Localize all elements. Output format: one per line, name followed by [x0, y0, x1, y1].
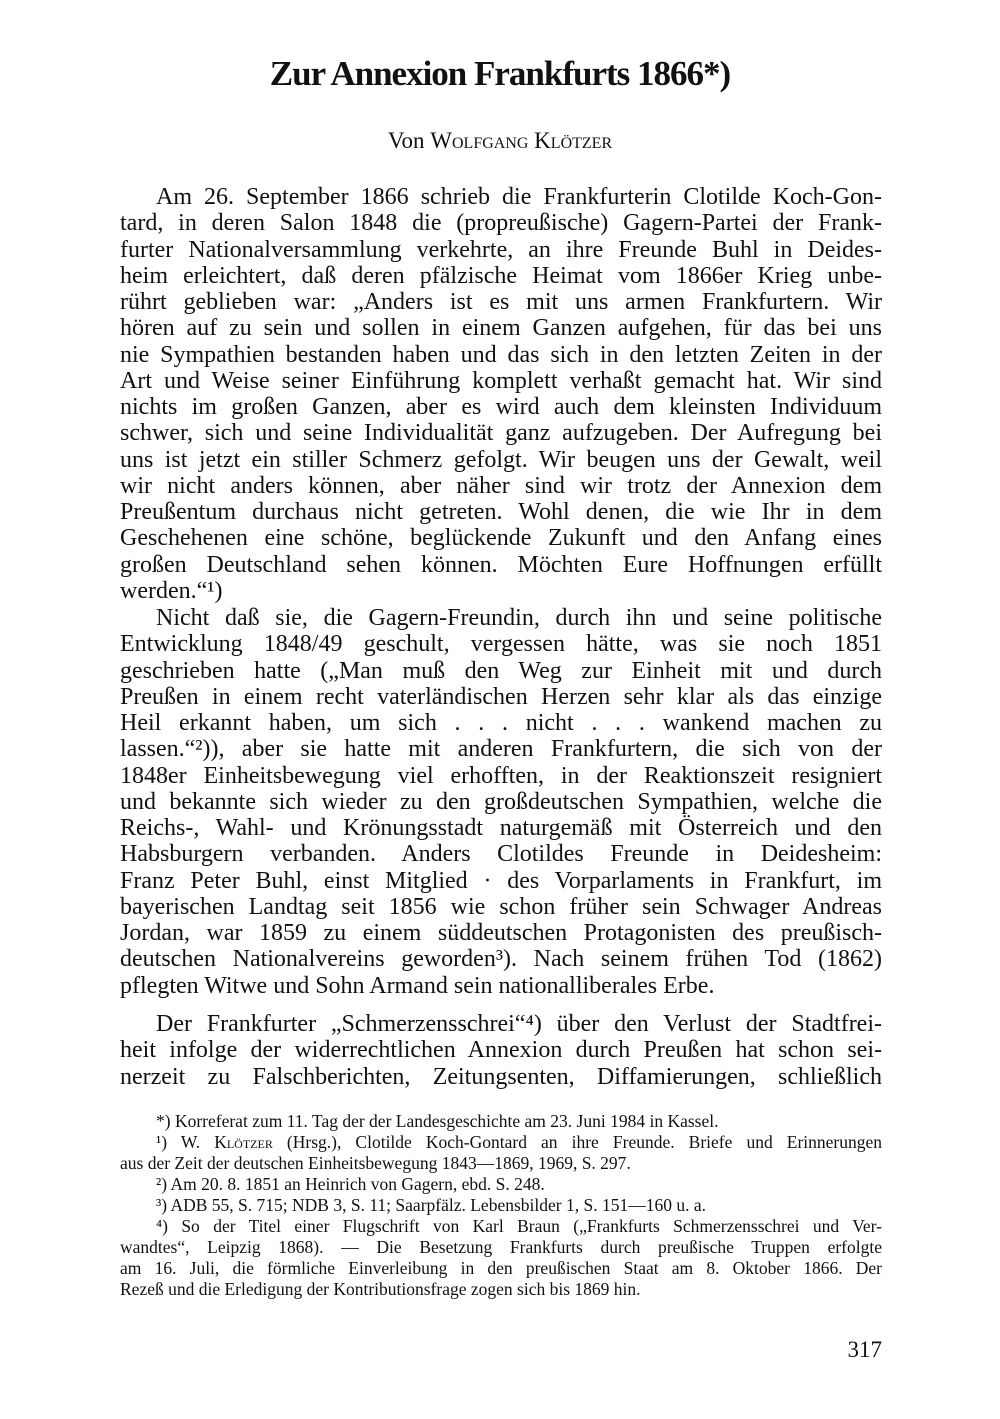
footnote-line: wandtes“, Leipzig 1868). — Die Besetzung Frankfurts durch preußische Truppen erfolgte: [120, 1237, 882, 1257]
text-line: Art und Weise seiner Einführung komplett verhaßt gemacht hat. Wir sind: [120, 367, 882, 394]
author-prefix: Von: [387, 128, 425, 153]
footnotes: [120, 1111, 882, 1300]
author-line: [0, 126, 1000, 156]
text-line: werden.“¹): [120, 577, 223, 604]
text-line: nerzeit zu Falschberichten, Zeitungsenten, Diffamierungen, schließlich: [120, 1063, 882, 1090]
paragraph-3: [120, 1011, 882, 1090]
text-line: und bekannte sich wieder zu den großdeutschen Sympathien, welche die: [120, 788, 882, 815]
text-line: Nicht daß sie, die Gagern-Freundin, durch ihn und seine politische: [156, 605, 882, 631]
author-name: Wolfgang Klötzer: [430, 128, 613, 153]
paragraph-1: [120, 184, 882, 604]
footnote-text: ¹) W.: [156, 1132, 201, 1152]
footnote-author-name: Klötzer: [214, 1132, 273, 1152]
text-line: Reichs-, Wahl- und Krönungsstadt naturgemäß mit Österreich und den: [120, 815, 882, 841]
text-line: deutschen Nationalvereins geworden³). Nach seinem frühen Tod (1862): [120, 946, 882, 973]
footnote-line: aus der Zeit der deutschen Einheitsbewegung 1843—1869, 1969, S. 297.: [120, 1153, 631, 1173]
footnote: ³) ADB 55, S. 715; NDB 3, S. 11; Saarpfälz. Lebensbilder 1, S. 151—160 u. a.: [156, 1195, 706, 1215]
text-line: geschrieben hatte („Man muß den Weg zur Einheit mit und durch: [120, 657, 882, 684]
text-line: Habsburgern verbanden. Anders Clotildes Freunde in Deidesheim:: [120, 841, 882, 868]
text-line: Preußen in einem recht vaterländischen Herzen sehr klar als das einzige: [120, 683, 882, 710]
text-line: Franz Peter Buhl, einst Mitglied · des Vorparlaments in Frankfurt, im: [120, 867, 882, 894]
text-line: uns ist jetzt ein stiller Schmerz gefolgt. Wir beugen uns der Gewalt, weil: [120, 446, 882, 473]
text-line: wir nicht anders können, aber näher sind wir trotz der Annexion dem: [120, 472, 882, 499]
footnote: ²) Am 20. 8. 1851 an Heinrich von Gagern, ebd. S. 248.: [156, 1174, 545, 1194]
text-line: rührt geblieben war: „Anders ist es mit uns armen Frankfurtern. Wir: [120, 289, 882, 315]
paragraph-2: [120, 605, 882, 999]
text-line: Am 26. September 1866 schrieb die Frankfurterin Clotilde Koch-Gon-: [156, 184, 882, 210]
text-line: hören auf zu sein und sollen in einem Ganzen aufgehen, für das bei uns: [120, 315, 882, 342]
text-line: 1848er Einheitsbewegung viel erhofften, in der Reaktionszeit resigniert: [120, 762, 882, 789]
footnote-line: am 16. Juli, die förmliche Einverleibung in den preußischen Staat am 8. Oktober 1866. Der: [120, 1258, 882, 1278]
footnote: *) Korreferat zum 11. Tag der der Landesgeschichte am 23. Juni 1984 in Kassel.: [156, 1111, 719, 1131]
footnote: [120, 1132, 882, 1153]
text-line: tard, in deren Salon 1848 die (propreußische) Gagern-Partei der Frank-: [120, 210, 882, 237]
text-line: Geschehenen eine schöne, beglückende Zukunft und den Anfang eines: [120, 525, 882, 552]
text-line: furter Nationalversammlung verkehrte, an ihre Freunde Buhl in Deides-: [120, 236, 882, 263]
text-line: nichts im großen Ganzen, aber es wird auch dem kleinsten Individuum: [120, 394, 882, 420]
footnote-text: (Hrsg.), Clotilde Koch-Gontard an ihre Freunde. Briefe und Erinnerungen: [286, 1132, 883, 1152]
text-line: bayerischen Landtag seit 1856 wie schon früher sein Schwager Andreas: [120, 893, 882, 920]
text-line: heit infolge der widerrechtlichen Annexion durch Preußen hat schon sei-: [120, 1037, 882, 1064]
text-line: Jordan, war 1859 zu einem süddeutschen Protagonisten des preußisch-: [120, 920, 882, 946]
article-title: Zur Annexion Frankfurts 1866*): [269, 54, 731, 93]
page-number: 317: [847, 1337, 882, 1362]
text-line: lassen.“²)), aber sie hatte mit anderen Frankfurtern, die sich von der: [120, 736, 882, 763]
text-line: großen Deutschland sehen können. Möchten Eure Hoffnungen erfüllt: [120, 551, 882, 578]
text-line: Der Frankfurter „Schmerzensschrei“⁴) über den Verlust der Stadtfrei-: [156, 1011, 882, 1037]
text-line: Entwicklung 1848/49 geschult, vergessen hätte, was sie noch 1851: [120, 631, 882, 658]
footnote: ⁴) So der Titel einer Flugschrift von Karl Braun („Frankfurts Schmerzensschrei und Ver-: [156, 1216, 882, 1236]
text-line: nie Sympathien bestanden haben und das sich in den letzten Zeiten in der: [120, 341, 882, 368]
text-line: heim erleichtert, daß deren pfälzische Heimat vom 1866er Krieg unbe-: [120, 262, 882, 289]
text-line: Heil erkannt haben, um sich . . . nicht . . . wankend machen zu: [120, 710, 882, 736]
text-line: Preußentum durchaus nicht getreten. Wohl denen, die wie Ihr in dem: [120, 499, 882, 525]
text-line: pflegten Witwe und Sohn Armand sein nationalliberales Erbe.: [120, 972, 715, 999]
text-line: schwer, sich und seine Individualität ganz aufzugeben. Der Aufregung bei: [120, 420, 882, 447]
footnote-line: Rezeß und die Erledigung der Kontributionsfrage zogen sich bis 1869 hin.: [120, 1279, 641, 1299]
